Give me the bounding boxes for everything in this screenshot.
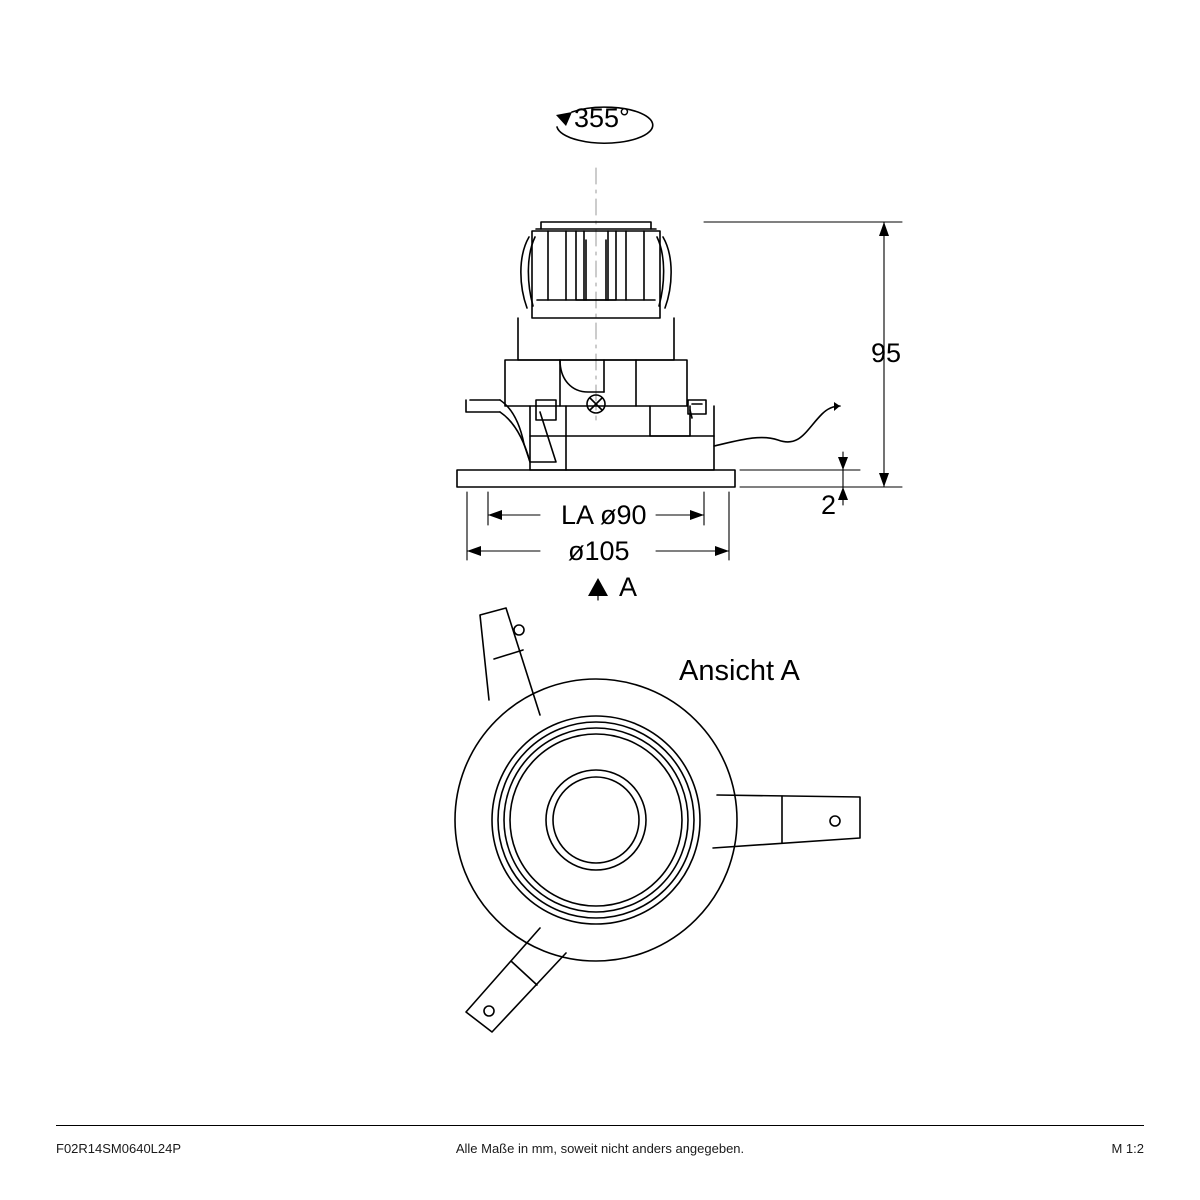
flange-thickness-label: 2 [821, 490, 837, 520]
cutout-dimension-label: LA ø90 [561, 500, 647, 530]
spring-clip-upper-left [480, 608, 540, 715]
view-a-label: Ansicht A [679, 655, 800, 687]
side-section-view [457, 222, 840, 487]
spring-clip-lower-left [466, 928, 566, 1032]
section-arrow-label: A [619, 572, 638, 602]
height-dimension-label: 95 [871, 338, 902, 368]
measurement-note: Alle Maße in mm, soweit nicht anders angegeben. [455, 1141, 745, 1156]
rotation-label: 355° [574, 103, 630, 133]
article-number: F02R14SM0640L24P [56, 1141, 182, 1156]
scale-label: M 1:2 [1111, 1141, 1144, 1156]
footer-divider [56, 1125, 1144, 1126]
section-arrow-a [588, 578, 608, 600]
outer-diameter-label: ø105 [568, 536, 630, 566]
